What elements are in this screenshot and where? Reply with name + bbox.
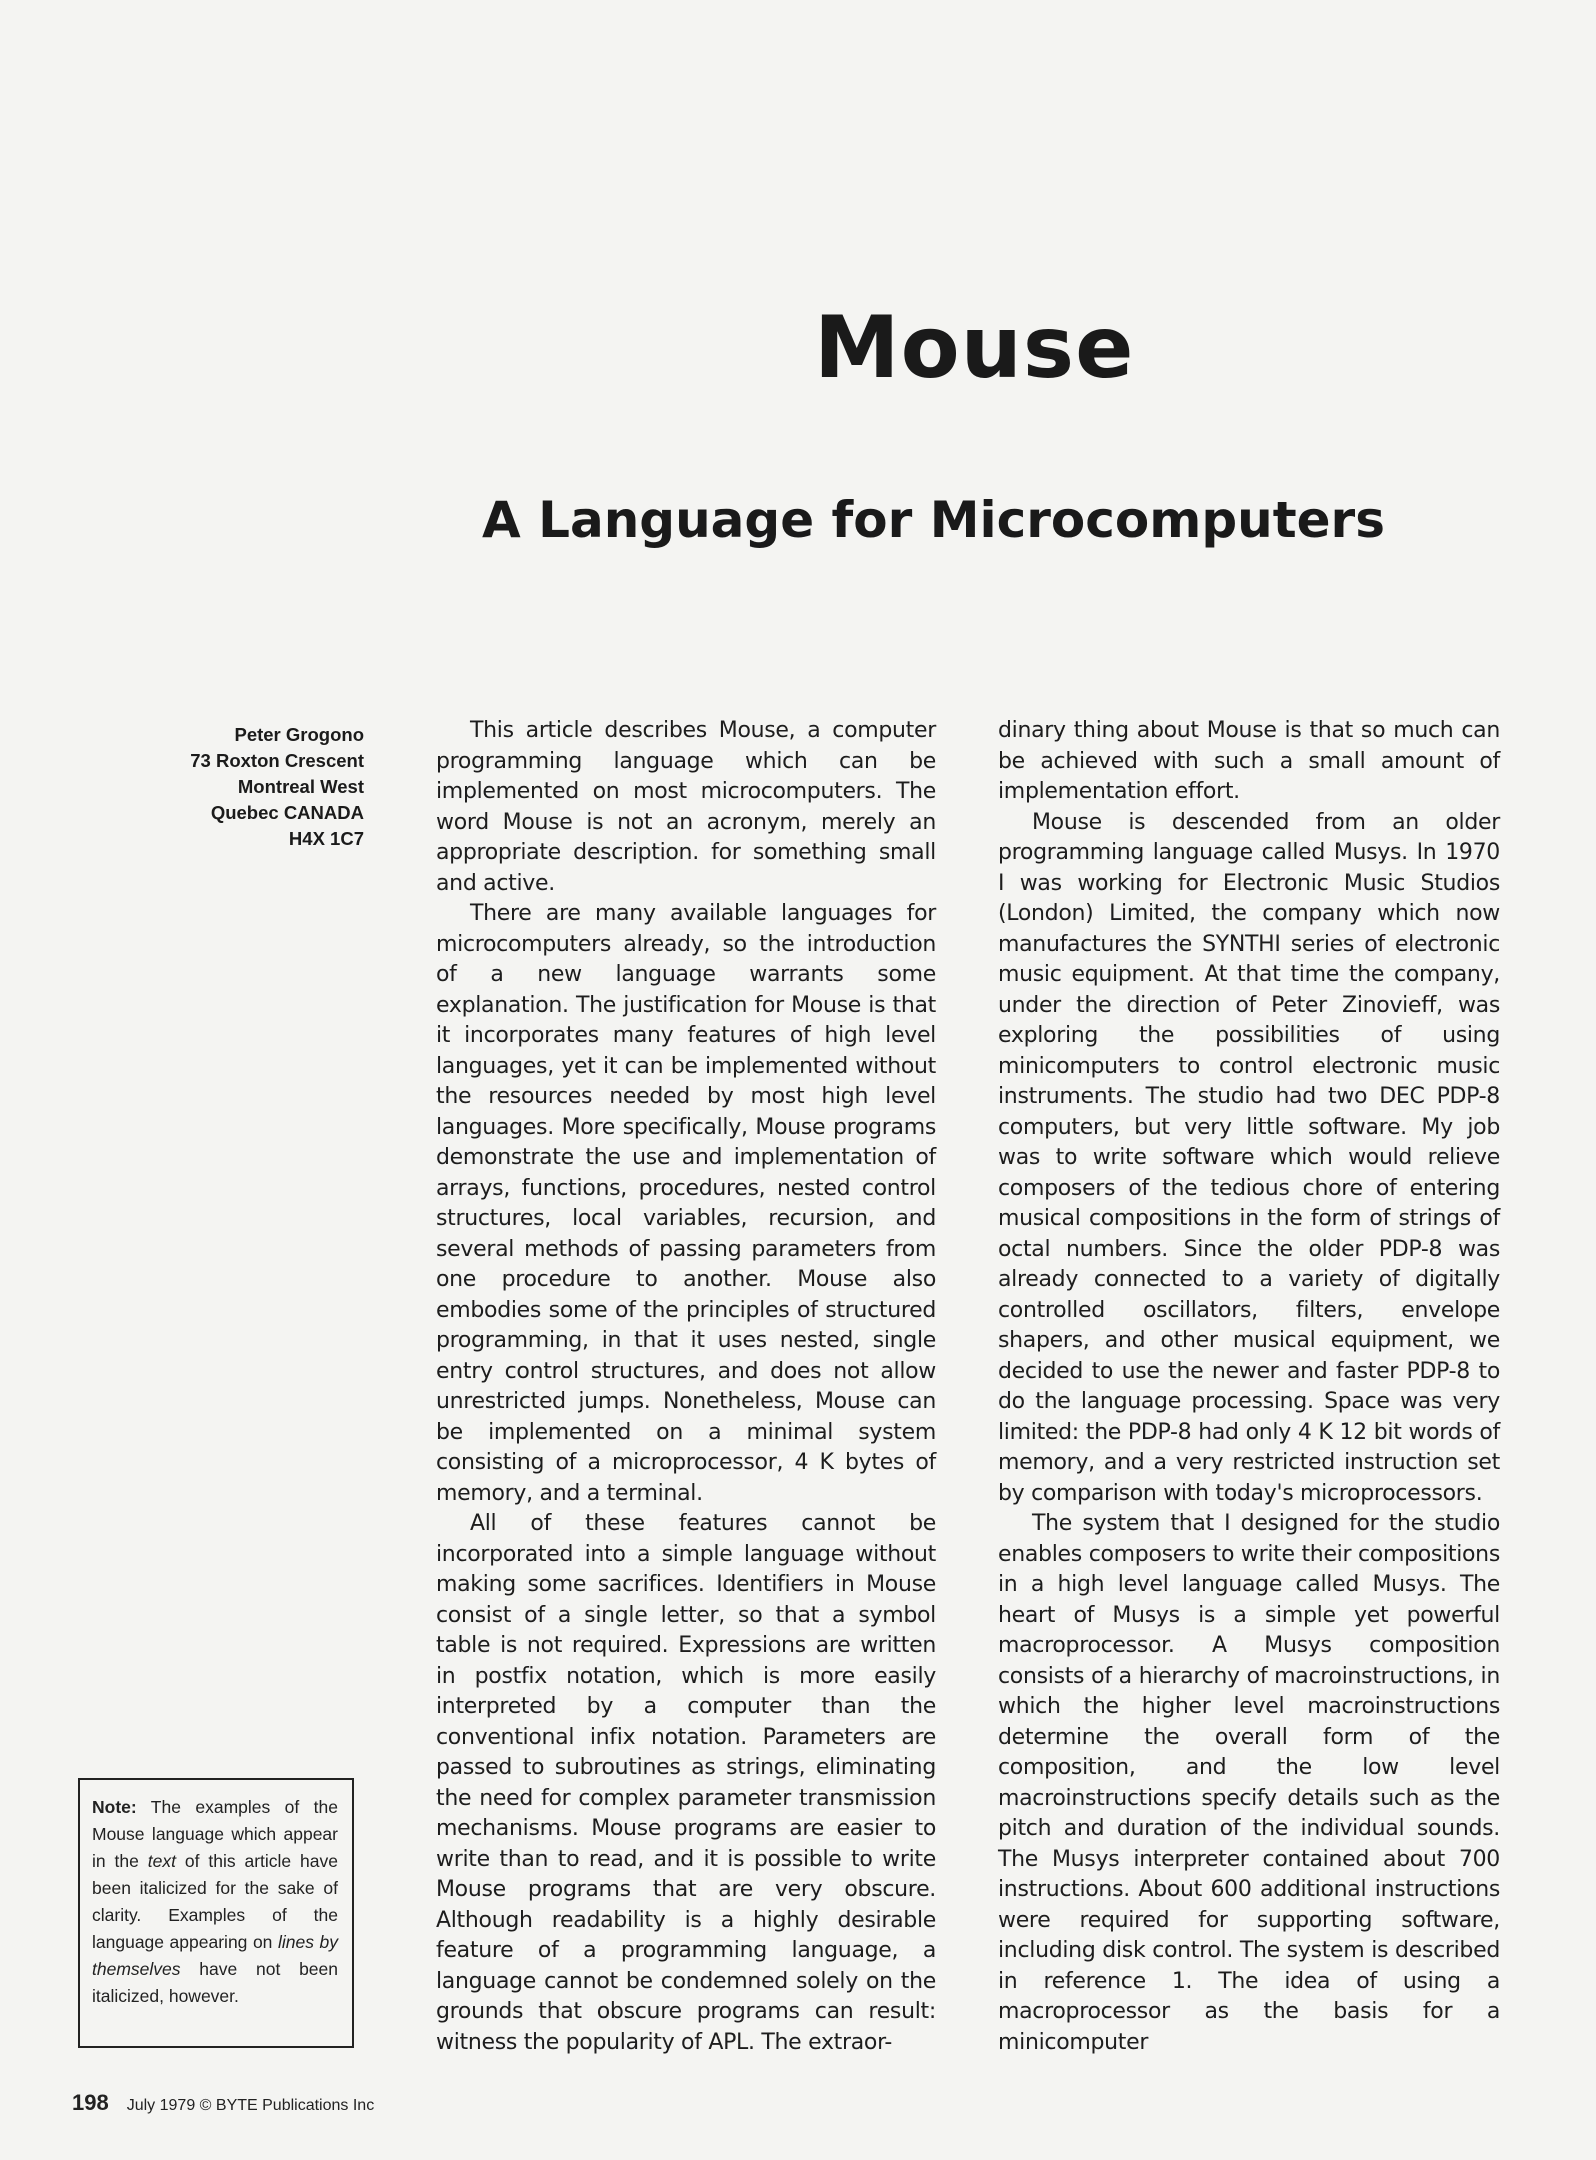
author-address-line: Quebec CANADA [210, 802, 364, 823]
body-paragraph: dinary thing about Mouse is that so much can be achieved with such a small amount of implementation effort. [998, 718, 1500, 804]
article-subtitle: A Language for Microcomputers [482, 491, 1385, 549]
author-address-line: 73 Roxton Crescent [190, 750, 364, 771]
editor-note-box [78, 1778, 354, 2048]
note-label: Note: [92, 1797, 137, 1817]
body-paragraph: The system that I designed for the studio enables composers to write their compositions in a high level language called Musys. The heart of Musys is a simple yet powerful macroprocessor. A Musys composition consists of a hierarchy of macroinstructions, in which the higher level macroinstructions determine the overall form of the composition, and the low level macroinstructions specify details such as the pitch and duration of the individual sounds. The Musys interpreter contained about 700 instructions. About 600 additional instructions were required for supporting software, including disk control. The system is described in reference 1. The idea of using a macroprocessor as the basis for a minicomputer [998, 1511, 1500, 2055]
author-address-line: H4X 1C7 [288, 828, 364, 849]
author-address-line: Montreal West [237, 776, 364, 797]
body-column-2 [998, 716, 1500, 2058]
note-italic-text: text [147, 1851, 176, 1871]
author-name: Peter Grogono [234, 724, 364, 745]
body-paragraph: All of these features cannot be incorporated into a simple language without making some sacrifices. Identifiers in Mouse consist of a single letter, so that a symbol table is not required. Expressions are written in postfix notation, which is more easily interpreted by a computer than the conventional infix notation. Parameters are passed to subroutines as strings, eliminating the need for complex parameter transmission mechanisms. Mouse programs are easier to write than to read, and it is possible to write Mouse programs that are very obscure. Although readability is a highly desirable feature of a programming language, a language cannot be condemned solely on the grounds that obscure programs can result: witness the popularity of APL. The extraor- [436, 1511, 936, 2055]
page-footer [72, 2090, 374, 2116]
body-paragraph: Mouse is descended from an older programming language called Musys. In 1970 I was working for Electronic Music Studios (London) Limited, the company which now manufactures the SYNTHI series of electronic music equipment. At that time the company, under the direction of Peter Zinovieff, was exploring the possibilities of using minicomputers to control electronic music instruments. The studio had two DEC PDP-8 computers, but very little software. My job was to write software which would relieve composers of the tedious chore of entering musical compositions in the form of strings of octal numbers. Since the older PDP-8 was already connected to a variety of digitally controlled oscillators, filters, envelope shapers, and other musical equipment, we decided to use the newer and faster PDP-8 to do the language processing. Space was very limited: the PDP-8 had only 4 K 12 bit words of memory, and a very restricted instruction set by comparison with today's microprocessors. [998, 809, 1500, 1506]
author-block [120, 722, 364, 852]
body-column-1 [436, 716, 936, 2058]
note-italic-text: lines by themselves [92, 1932, 338, 1979]
note-text: of this article have been italicized for the sake of clarity. Examples of the language appearing on [92, 1851, 338, 1952]
footer-credit: July 1979 © BYTE Publications Inc [126, 2097, 375, 2114]
page-number: 198 [72, 2090, 109, 2115]
body-paragraph: There are many available languages for microcomputers already, so the introduction of a new language warrants some explanation. The justification for Mouse is that it incorporates many features of high level languages, yet it can be implemented without the resources needed by most high level languages. More specifically, Mouse programs demonstrate the use and implementation of arrays, functions, procedures, nested control structures, local variables, recursion, and several methods of passing parameters from one procedure to another. Mouse also embodies some of the principles of structured programming, in that it uses nested, single entry control structures, and does not allow unrestricted jumps. Nonetheless, Mouse can be implemented on a minimal system consisting of a microprocessor, 4 K bytes of memory, and a terminal. [436, 901, 936, 1506]
note-text: have not been italicized, however. [92, 1959, 338, 2006]
note-text: The examples of the Mouse language which appear in the [92, 1797, 338, 1871]
body-paragraph: This article describes Mouse, a computer programming language which can be implemented on most microcomputers. The word Mouse is not an acronym, merely an appropriate description. for something small and active. [436, 718, 936, 896]
article-title: Mouse [814, 298, 1135, 398]
